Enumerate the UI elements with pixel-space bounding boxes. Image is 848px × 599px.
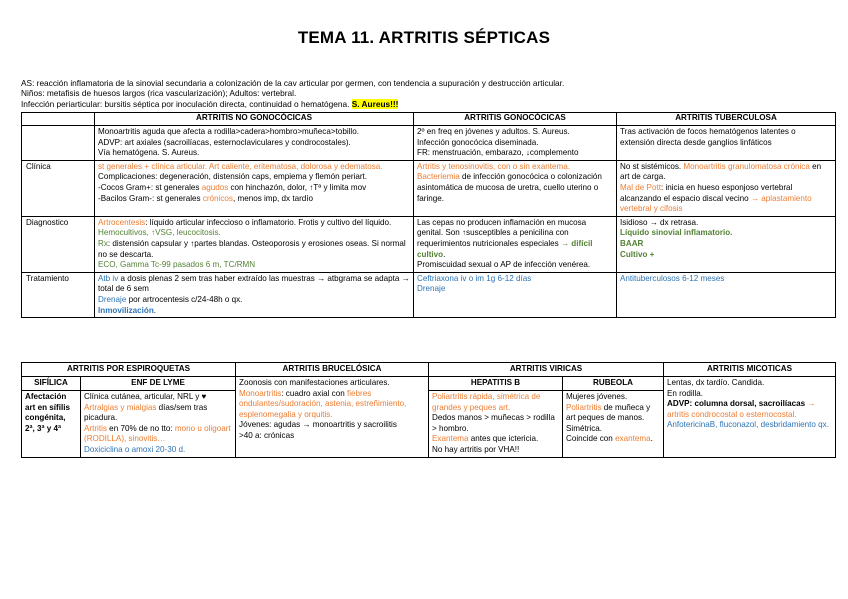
sifilica-cell [22,391,81,458]
header-lyme: ENF DE LYME [81,377,236,391]
intro-line-2: Niños: metafisis de huesos largos (rica vascularización); Adultos: vertebral. [21,88,297,99]
text-line: FR: menstruación, embarazo, ↓complemento [417,148,579,158]
micoticas-cell [664,377,836,458]
text-line: Vía hematógena. S. Aureus. [98,148,200,158]
text-line [566,403,660,435]
header-micoticas: ARTRITIS MICOTICAS [664,363,836,377]
text-span: crónicos [202,193,233,203]
text-line: Líquido sinovial inflamatorio. [620,228,733,238]
text-span: por artrocentesis c/24-48h o qx. [126,294,243,304]
text-span: antes que ictericia. [468,434,539,444]
text-line [84,403,232,424]
text-line [432,434,559,445]
text-span: → artritis condrocostal o esternocostal. [667,399,816,419]
tratamiento-row [22,272,836,317]
text-line: Poliartritis rápida, simétrica de grandes y peques art. [432,392,541,412]
header-empty [22,113,95,126]
text-line: Isidioso → dx retrasa. [620,217,699,227]
text-span: . [650,434,653,444]
text-span: : distensión capsular y ↑partes blandas. Osteoporosis y erosiones oseas. Si normal no se descarta. [98,238,406,259]
text-line [98,194,410,205]
other-arthritis-table [21,362,836,458]
text-span: Rx [98,238,108,248]
header-sifilica: SIFÍLICA [22,377,81,391]
table2-header-row-1 [22,363,836,377]
text-line: Infección gonocócica diseminada. [417,137,539,147]
text-line: Afectación [25,392,67,401]
text-span: días/sem tras picadura. [84,402,208,423]
clinica-nogono [95,160,414,216]
text-span: . [443,249,446,259]
text-span: en 70% de no tto: [106,423,175,433]
brucelosica-cell [236,377,429,458]
text-span: : cuadro axial con [281,388,347,398]
text-line: Complicaciones: degeneración, distensión caps, empiema y flemón periart. [98,172,368,182]
text-span: Bacteriemia [417,172,460,182]
text-line: Jóvenes: agudas → monoartritis y sacroilitis [239,420,397,430]
text-line: Cultivo + [620,249,655,259]
text-line: Mujeres jóvenes. [566,392,628,401]
general-gono [414,126,617,161]
intro-block [21,78,831,109]
diagnostico-nogono [95,216,414,272]
hepatitis-cell [429,391,563,458]
header-espiroquetas: ARTRITIS POR ESPIROQUETAS [22,363,236,377]
text-span: No st sistémicos. [620,161,684,171]
text-line: ECO, Gamma Tc-99 pasados 6 m, TC/RMN [98,260,256,270]
text-line: Promiscuidad sexual o AP de infección venérea. [417,260,591,270]
diagnostico-label: Diagnostico [22,216,95,272]
text-line: st generales + clínica articular. Art caliente, eritematosa, dolorosa y edematosa. [98,161,383,171]
text-line: Drenaje [417,284,446,294]
text-line: Hemocultivos, ↑VSG, leucocitosis. [98,228,221,238]
text-line [566,434,660,445]
general-nogono [95,126,414,161]
text-line: En rodilla. [667,388,704,398]
text-span: -Bacilos Gram-: st generales [98,193,203,203]
clinica-tbc [617,160,836,216]
text-span: Artralgias y mialgias [84,402,157,412]
clinica-label: Clínica [22,160,95,216]
header-hepatitis: HEPATITIS B [429,377,563,391]
header-nogono: ARTRITIS NO GONOCÓCICAS [95,113,414,126]
text-span: . [153,305,157,315]
text-span: con hinchazón, dolor, ↑Tª y limita mov [228,182,367,192]
tratamiento-gono [414,272,617,317]
text-line: Dedos manos > muñecas > rodilla > hombro. [432,413,555,433]
table2-header-row-2 [22,377,836,391]
general-label [22,126,95,161]
text-span: Monoartritis [239,388,282,398]
text-line [98,295,410,306]
text-span: : inicia en hueso esponjoso vertebral alcanzando el espacio discal vecino [620,182,793,203]
text-span: Inmovilización [98,305,154,315]
text-line: Artritis y tenosinovitis, con o sin exantema. [417,161,570,171]
text-line [620,183,832,215]
clinica-row [22,160,836,216]
text-line [84,424,232,445]
text-span: Atb iv [98,273,119,283]
text-line [98,274,410,295]
text-span: exantema [615,434,651,444]
text-line [239,389,425,421]
text-line: No hay artritis por VHA!! [432,444,520,454]
text-line: 2ª, 3ª y 4ª [25,423,61,433]
text-span: mono u oligoart (RODILLA), sinovitis… [84,423,231,444]
intro-line-1: AS: reacción inflamatoria de la sinovial secundaria a colonización de la cav articular por germen, con tendencia a supuración y destrucción articular. [21,78,565,88]
diagnostico-gono [414,216,617,272]
header-viricas: ARTRITIS VIRICAS [429,363,664,377]
diagnostico-tbc [617,216,836,272]
header-brucelosica: ARTRITIS BRUCELÓSICA [236,363,429,377]
text-line: congénita, [25,413,66,423]
text-line: Lentas, dx tardío. Candida. [667,378,765,387]
text-line: Zoonosis con manifestaciones articulares. [239,378,390,387]
text-span: Las cepas no producen inflamación en mucosa genital. Son ↑susceptibles a penicilina con requerimientos nutricionales especiales [417,217,587,248]
tratamiento-nogono [95,272,414,317]
text-span: Monoartritis granulomatosa crónica [683,161,810,171]
text-span: : líquido articular infeccioso o inflamatorio. Frotis y cultivo del líquido. [145,217,392,227]
text-line: 2º en freq en jóvenes y adultos. S. Aureus. [417,127,570,136]
text-line [98,239,410,260]
text-span: Poliartritis [566,402,602,412]
text-line [98,218,410,229]
tratamiento-tbc [617,272,836,317]
text-line: AnfotericinaB, fluconazol, desbridamiento qx. [667,420,829,430]
text-line: BAAR [620,238,644,248]
text-span: de infección gonocócica o colonización asintomática de mucosa de uretra, cuello uterino o faringe. [417,172,602,203]
header-rubeola: RUBEOLA [563,377,664,391]
text-line [667,399,832,420]
text-line [98,183,410,194]
text-span: de muñeca y art peques de manos. Simétrica. [566,402,651,433]
clinica-gono [414,160,617,216]
text-span: → aplastamiento vertebral y cifosis [620,193,812,214]
text-span: fiebres ondulantes/sudoración, astenia, estreñimiento, esplenomegalia y orquitis. [239,388,407,419]
table1-header-row [22,113,836,126]
text-line: Clínica cutánea, articular, NRL y ♥ [84,392,207,401]
text-span: a dosis plenas 2 sem tras haber extraído las muestras → atbgrama se adapta → total de 6 sem [98,273,410,294]
lyme-cell [81,391,236,458]
general-row [22,126,836,161]
text-span: → difícil cultivo [417,238,593,259]
page-title: TEMA 11. ARTRITIS SÉPTICAS [297,28,551,47]
diagnostico-row [22,216,836,272]
text-span: -Cocos Gram+: st generales [98,182,202,192]
text-span: Artrocentesis [98,217,146,227]
text-line [417,218,613,260]
text-span: Exantema [432,434,469,444]
text-line: art en sífilis [25,402,70,412]
text-span: Coincide con [566,434,616,444]
text-line: Ceftriaxona iv o im 1g 6-12 días [417,273,532,283]
text-span: Mal de Pott [620,182,661,192]
text-span: en art de carga. [620,161,822,182]
text-line [98,306,410,317]
intro-line-3 [21,99,831,109]
text-span: ADVP: columna dorsal, sacroilíacas [667,399,808,409]
text-span: , menos imp, dx tardío [232,193,314,203]
header-gono: ARTRITIS GONOCÓCICAS [414,113,617,126]
text-span: Drenaje [98,294,127,304]
text-span: Artritis [84,423,107,433]
text-line: ADVP: art axiales (sacroilíacas, esternoclaviculares y condrocostales). [98,137,351,147]
text-line: Doxiciclina o amoxi 20-30 d. [84,444,186,454]
text-line: >40 a: crónicas [239,430,295,440]
intro-highlight: S. Aureus!!! [351,98,399,109]
header-tbc: ARTRITIS TUBERCULOSA [617,113,836,126]
general-tbc [617,126,836,161]
intro-line-3-text: Infección periarticular: bursitis séptica por inoculación directa, continuidad o hematógena. [21,98,350,109]
text-line [620,162,832,183]
rubeola-cell [563,391,664,458]
septic-arthritis-table [21,112,836,318]
text-line: Monoartritis aguda que afecta a rodilla>cadera>hombro>muñeca>tobillo. [98,127,359,136]
tratamiento-label: Tratamiento [22,272,95,317]
text-span: agudos [201,182,229,192]
text-line [417,172,613,204]
text-line: Antituberculosos 6-12 meses [620,273,725,283]
text-line: Tras activación de focos hematógenos latentes o extensión directa desde ganglios linfáticos [620,127,796,147]
